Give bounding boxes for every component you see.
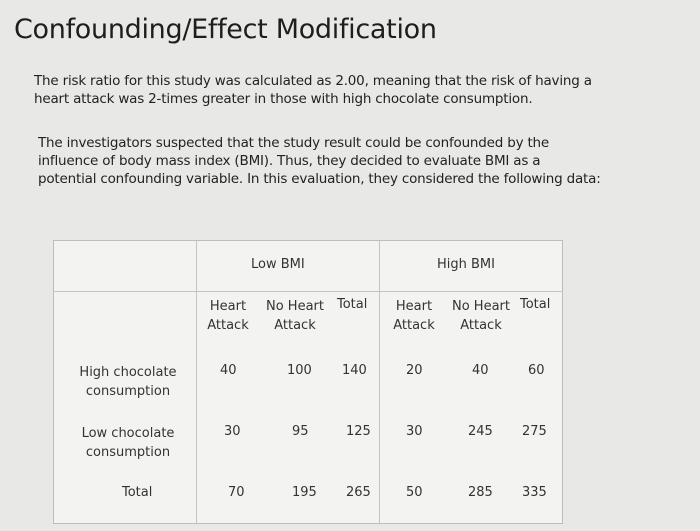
header-line: Heart xyxy=(395,299,433,314)
table-divider xyxy=(379,241,380,523)
table-cell: 40 xyxy=(220,363,237,378)
header-line: Attack xyxy=(207,318,249,333)
table-cell: 60 xyxy=(528,363,545,378)
header-line: Attack xyxy=(393,318,435,333)
col-header-no-heart-attack-high xyxy=(448,297,514,335)
col-header-total-low: Total xyxy=(337,297,368,312)
low-bmi-header: Low BMI xyxy=(251,257,305,272)
table-cell: 50 xyxy=(406,485,423,500)
label-line: High chocolate xyxy=(79,365,177,380)
paragraph-line: potential confounding variable. In this evaluation, they considered the following data: xyxy=(38,171,601,187)
label-line: Low chocolate xyxy=(81,426,175,441)
header-line: Heart xyxy=(209,299,247,314)
col-header-heart-attack-low xyxy=(202,297,254,335)
risk-ratio-paragraph xyxy=(34,72,644,108)
paragraph-line: The risk ratio for this study was calculated as 2.00, meaning that the risk of having a xyxy=(34,73,592,89)
row-label-low-chocolate xyxy=(68,424,188,462)
table-cell: 30 xyxy=(224,424,241,439)
page-title: Confounding/Effect Modification xyxy=(14,14,437,45)
paragraph-line: heart attack was 2-times greater in those with high chocolate consumption. xyxy=(34,91,533,107)
bmi-stratified-table xyxy=(53,240,563,524)
table-cell: 20 xyxy=(406,363,423,378)
row-label-total: Total xyxy=(122,485,153,500)
header-line: Attack xyxy=(460,318,502,333)
header-line: No Heart xyxy=(266,299,324,314)
label-line: consumption xyxy=(85,445,171,460)
confounding-paragraph xyxy=(38,134,648,188)
table-cell: 100 xyxy=(287,363,312,378)
paragraph-line: The investigators suspected that the study result could be confounded by the xyxy=(38,135,550,151)
header-line: No Heart xyxy=(452,299,510,314)
table-divider xyxy=(54,291,562,292)
table-cell: 30 xyxy=(406,424,423,439)
table-cell: 265 xyxy=(346,485,371,500)
table-cell: 195 xyxy=(292,485,317,500)
col-header-total-high: Total xyxy=(520,297,551,312)
label-line: consumption xyxy=(85,384,171,399)
table-cell: 285 xyxy=(468,485,493,500)
header-line: Attack xyxy=(274,318,316,333)
table-cell: 245 xyxy=(468,424,493,439)
table-cell: 125 xyxy=(346,424,371,439)
paragraph-line: influence of body mass index (BMI). Thus, they decided to evaluate BMI as a xyxy=(38,153,541,169)
table-divider xyxy=(196,241,197,523)
table-cell: 95 xyxy=(292,424,309,439)
row-label-high-chocolate xyxy=(68,363,188,401)
table-cell: 70 xyxy=(228,485,245,500)
table-cell: 40 xyxy=(472,363,489,378)
table-cell: 335 xyxy=(522,485,547,500)
col-header-no-heart-attack-low xyxy=(262,297,328,335)
table-cell: 275 xyxy=(522,424,547,439)
high-bmi-header: High BMI xyxy=(437,257,495,272)
col-header-heart-attack-high xyxy=(388,297,440,335)
table-cell: 140 xyxy=(342,363,367,378)
